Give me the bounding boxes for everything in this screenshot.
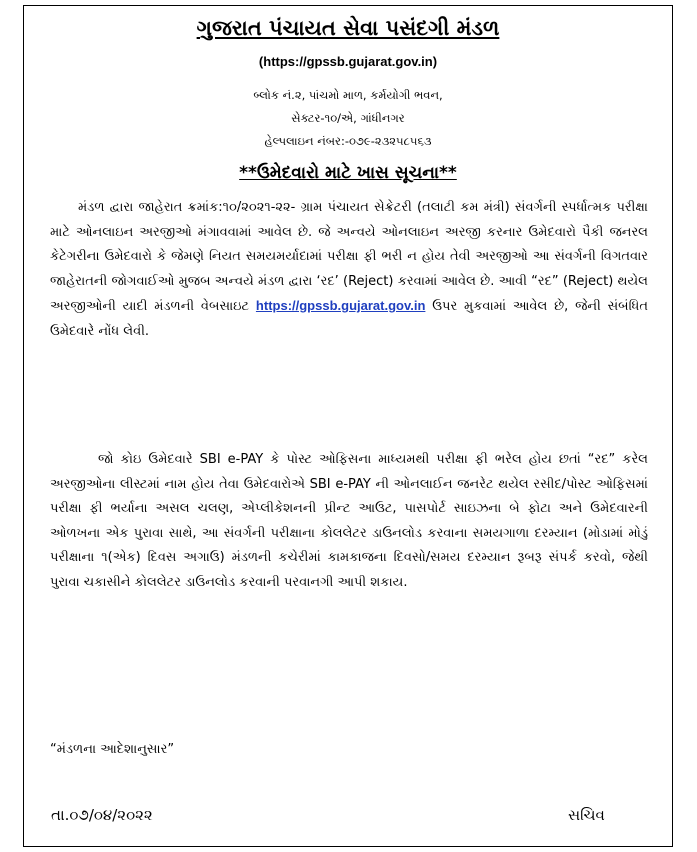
address-line-2: સેક્ટર-૧૦/એ, ગાંધીનગર bbox=[291, 111, 405, 125]
board-title: ગુજરાત પંચાયત સેવા પસંદગી મંડળ bbox=[196, 16, 500, 40]
order-line: “મંડળના આદેશાનુસાર” bbox=[50, 742, 175, 757]
notice-paragraph-2: જો કોઇ ઉમેદવારે SBI e-PAY કે પોસ્ટ ઓફિસના માધ્યમથી પરીક્ષા ફી ભરેલ હોય છતાં “રદ” કરેલ અરજીઓના લીસ્ટમાં નામ હોય તેવા ઉમેદવારોએ SBI e-PAY ની ઓનલાઈન જનરેટ થયેલ રસીદ/પોસ્ટ ઓફિસમાં પરીક્ષા ફી ભર્યાના અસલ ચલણ, એપ્લીકેશનની પ્રીન્ટ આઉટ, પાસપોર્ટ સાઇઝના બે ફોટા અને ઉમેદવારની ઓળખના એક પુરાવા સાથે, આ સંવર્ગની પરીક્ષાના કોલલેટર ડાઉનલોડ કરવાના સમયગાળા દરમ્યાન (મોડામાં મોડું પરીક્ષાના ૧(એક) દિવસ અગાઉ) મંડળની કચેરીમાં કામકાજના દિવસો/સમય દરમ્યાન રૂબરૂ સંપર્ક કરવો, જેથી પુરાવા ચકાસીને કોલલેટર ડાઉનલોડ કરવાની પરવાનગી આપી શકાય. bbox=[50, 452, 648, 590]
notice-paragraph-1 bbox=[50, 196, 648, 344]
notice-title: **ઉમેદવારો માટે ખાસ સૂચના** bbox=[239, 163, 457, 183]
notice-document bbox=[23, 5, 673, 847]
paragraph-1-text: મંડળ દ્વારા જાહેરાત ક્રમાંક:૧૦/૨૦૨૧-૨૨- ગ્રામ પંચાયત સેક્રેટરી (તલાટી કમ મંત્રી) સંવર્ગની સ્પર્ધાત્મક પરીક્ષા માટે ઓનલાઇન અરજીઓ મંગાવવામાં આવેલ છે. જે અન્વયે ઓનલાઇન અરજી કરનાર ઉમેદવારો પૈકી જનરલ કેટેગરીના ઉમેદવારો કે જેમણે નિયત સમયમર્યાદામાં પરીક્ષા ફી ભરી ન હોય તેવી અરજીઓ આ સંવર્ગની વિગતવાર જાહેરાતની જોગવાઈઓ મુજબ અન્વયે મંડળ દ્વારા ‘રદ’ (Reject) કરવામાં આવેલ છે. આવી “રદ” (Reject) થયેલ અરજીઓની યાદી મંડળની વેબસાઇટ bbox=[50, 200, 648, 314]
address-line-1: બ્લોક નં.૨, પાંચમો માળ, કર્મયોગી ભવન, bbox=[253, 88, 443, 102]
notice-date: તા.૦૭/૦૪/૨૦૨૨ bbox=[51, 806, 153, 824]
website-url[interactable]: (https://gpssb.gujarat.gov.in) bbox=[258, 54, 438, 69]
helpline-number: હેલ્પલાઇન નંબર:-૦૭૯-૨૩૨૫૮૫૬૩ bbox=[264, 134, 432, 148]
signatory: સચિવ bbox=[568, 806, 605, 824]
website-link[interactable]: https://gpssb.gujarat.gov.in bbox=[255, 298, 426, 313]
paragraph-1-text-end: ઉપર મુકવામાં આવેલ છે, જેની સંબંધિત ઉમેદવારે નોંધ લેવી. bbox=[50, 299, 648, 339]
